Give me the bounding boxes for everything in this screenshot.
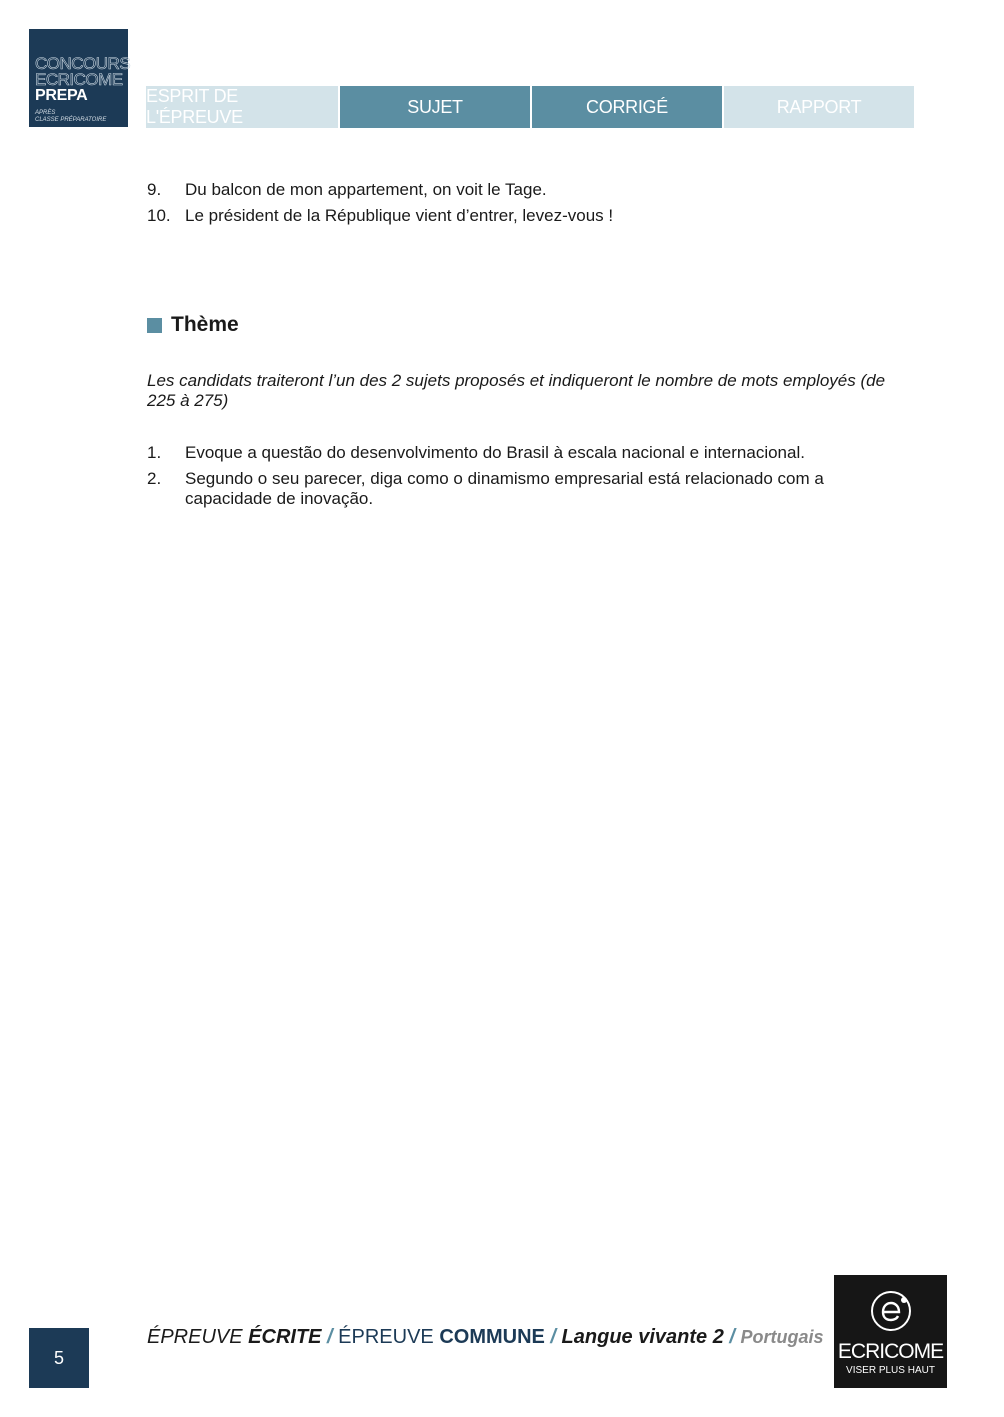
list-item-number: 9. (147, 180, 162, 199)
list-item-number: 2. (147, 469, 162, 488)
tab-rapport[interactable]: RAPPORT (724, 86, 914, 128)
theme-topic-list (147, 443, 907, 515)
footer-epreuve2-label: ÉPREUVE (338, 1326, 440, 1348)
section-heading-theme (147, 313, 239, 337)
logo-line-prepa: PREPA (35, 87, 88, 104)
list-item (147, 180, 907, 200)
footer-separator: / (321, 1326, 339, 1348)
logo-line-concours: CONCOURS (35, 54, 131, 73)
logo-line-ecricome: ECRICOME (35, 70, 123, 89)
list-item-text: Le président de la République vient d’entrer, levez-vous ! (185, 206, 614, 225)
tab-sujet[interactable]: SUJET (340, 86, 530, 128)
section-heading-text: Thème (171, 313, 239, 336)
page-number: 5 (29, 1328, 89, 1388)
tab-esprit-epreuve[interactable]: ESPRIT DE L'ÉPREUVE (146, 86, 338, 128)
list-item-text: Du balcon de mon appartement, on voit le Tage. (185, 180, 547, 199)
square-bullet-icon (147, 318, 162, 333)
section-tabs (146, 86, 914, 128)
concours-ecricome-prepa-logo (29, 29, 131, 127)
sentence-list-section (147, 180, 907, 232)
ecricome-e-icon (834, 1289, 947, 1338)
list-item-number: 1. (147, 443, 162, 462)
footer-ecrite-label: ÉCRITE (248, 1326, 322, 1348)
footer-language-label: Portugais (740, 1327, 824, 1347)
list-item-text: Segundo o seu parecer, diga como o dinamismo empresarial está relacionado com a capacidade de inovação. (185, 469, 824, 508)
footer-separator: / (544, 1326, 562, 1348)
footer-commune-label: COMMUNE (439, 1326, 545, 1348)
sentence-list (147, 180, 907, 226)
ecricome-brand-name: ECRICOME (837, 1340, 944, 1363)
footer-separator: / (723, 1326, 741, 1348)
footer-subject-label: Langue vivante 2 (561, 1326, 724, 1348)
footer-epreuve-label: ÉPREUVE (147, 1326, 249, 1348)
ecricome-brand-tagline: VISER PLUS HAUT (846, 1365, 935, 1376)
ecricome-brand-logo (834, 1275, 947, 1388)
topic-list (147, 443, 907, 509)
list-item-number: 10. (147, 206, 171, 225)
list-item (147, 469, 907, 509)
list-item (147, 206, 907, 226)
list-item (147, 443, 907, 463)
theme-instructions: Les candidats traiteront l’un des 2 sujets proposés et indiqueront le nombre de mots employés (de 225 à 275) (147, 371, 886, 410)
footer-exam-title (147, 1326, 824, 1349)
list-item-text: Evoque a questão do desenvolvimento do Brasil à escala nacional e internacional. (185, 443, 805, 462)
tab-corrige[interactable]: CORRIGÉ (532, 86, 722, 128)
logo-line-apres: APRÈS CLASSE PRÉPARATOIRE (35, 110, 107, 123)
